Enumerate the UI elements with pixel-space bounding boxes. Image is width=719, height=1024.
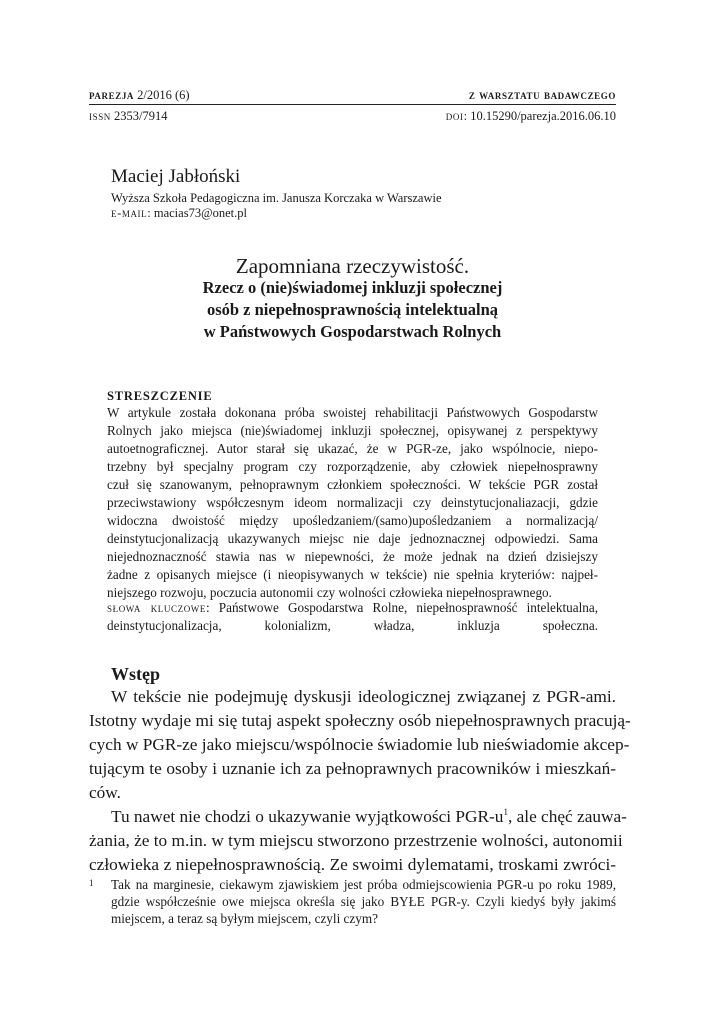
abstract-line: trzebny był specjalny program czy rozporządzenie, aby człowiek niepełnosprawny bbox=[107, 459, 598, 474]
body-line: żania, że to m.in. w tym miejscu stworzono przestrzenie wolności, autonomii bbox=[89, 831, 623, 850]
keywords-text: : Państwowe Gospodarstwa Rolne, niepełnosprawność intelektualna, bbox=[206, 600, 598, 615]
body-text: , ale chęć zauwa- bbox=[507, 807, 627, 826]
footnote-number: 1 bbox=[89, 878, 94, 888]
article-subtitle-line: w Państwowych Gospodarstwach Rolnych bbox=[203, 322, 502, 341]
abstract-line: autoetnograficznej. Autor starał się ukazać, że w PGR-ze, jako wspólnocie, niepo- bbox=[107, 441, 598, 456]
abstract-line: widoczna dwoistość między upośledzaniem/(samo)upośledzaniem a normalizacją/ bbox=[107, 513, 598, 528]
body-line: ców. bbox=[89, 783, 121, 802]
section-label: z warsztatu badawczego bbox=[468, 88, 616, 102]
footnote-ref[interactable]: 1 bbox=[503, 807, 508, 818]
body-line: W tekście nie podejmuję dyskusji ideologicznej związanej z PGR-ami. bbox=[111, 687, 616, 706]
header-rule bbox=[89, 104, 616, 105]
article-subtitle-line: osób z niepełnosprawnością intelektualną bbox=[206, 300, 499, 319]
body-line: Istotny wydaje mi się tutaj aspekt społeczny osób niepełnosprawnych pracują- bbox=[89, 711, 631, 730]
journal-name: parezja bbox=[89, 88, 135, 102]
author-email bbox=[111, 206, 247, 221]
abstract-line: czuł się szanowanym, pełnoprawnym członkiem społeczności. W tekście PGR został bbox=[107, 477, 598, 492]
issn-line bbox=[89, 109, 168, 124]
doi-label: doi bbox=[445, 109, 464, 123]
keywords-label: słowa kluczowe bbox=[107, 600, 206, 615]
abstract-line: deinstytucjonalizacją ukazywanych miejsc nie daje jednoznacznej odpowiedzi. Sama bbox=[107, 531, 598, 546]
footnote-line: miejscem, a teraz są byłym miejscem, czyli czym? bbox=[111, 911, 378, 926]
issn-value: 2353/7914 bbox=[114, 109, 168, 123]
body-line: człowieka z niepełnosprawnością. Ze swoimi dylematami, troskami zwróci- bbox=[89, 855, 616, 874]
abstract-line: Rolnych jako miejsca (nie)świadomej inkluzji społecznej, opisywanej z perspektywy bbox=[107, 423, 598, 438]
doi-line bbox=[446, 109, 616, 124]
body-line: tującym te osoby i uznanie ich za pełnoprawnych pracowników i mieszkań- bbox=[89, 759, 616, 778]
footnote-line: gdzie współcześnie owe miejsca określa się jako BYŁE PGR-y. Czyli kiedyś były jakimś bbox=[111, 894, 616, 909]
author-name: Maciej Jabłoński bbox=[111, 166, 241, 187]
email-value: : macias73@onet.pl bbox=[147, 206, 247, 220]
abstract-line: żadne z opisanych miejsce (i nieopisywanych w tekście) nie spełnia kryteriów: najpeł- bbox=[107, 567, 598, 582]
running-header-left bbox=[89, 88, 190, 103]
abstract-line: przeciwstawiony współczesnym ideom normalizacji czy deinstytucjonaliazacji, gdzie bbox=[107, 495, 598, 510]
author-affiliation: Wyższa Szkoła Pedagogiczna im. Janusza Korczaka w Warszawie bbox=[111, 191, 442, 205]
abstract-line: niejszego rozwoju, poczucia autonomii czy wolności człowieka niepełnosprawnego. bbox=[107, 585, 552, 600]
body-line: cych w PGR-ze jako miejscu/wspólnocie świadomie lub nieświadomie akcep- bbox=[89, 735, 630, 754]
doi-value: : 10.15290/parezja.2016.06.10 bbox=[463, 109, 616, 123]
abstract-line: niejednoznaczność stawia nas w niepewności, że może jednak na dzień dzisiejszy bbox=[107, 549, 598, 564]
article-title: Zapomniana rzeczywistość. bbox=[235, 254, 470, 278]
keywords-line bbox=[107, 599, 598, 617]
keywords-line: deinstytucjonalizacja, kolonializm, władza, inkluzja społeczna. bbox=[107, 618, 598, 633]
body-text: Tu nawet nie chodzi o ukazywanie wyjątkowości PGR-u bbox=[111, 807, 504, 826]
journal-issue: 2/2016 (6) bbox=[137, 88, 190, 102]
abstract-line: W artykule została dokonana próba swoistej rehabilitacji Państwowych Gospodarstw bbox=[107, 405, 598, 420]
footnote-line: Tak na marginesie, ciekawym zjawiskiem jest próba odmiejscowienia PGR-u po roku 1989, bbox=[111, 877, 616, 892]
article-subtitle-line: Rzecz o (nie)świadomej inkluzji społecznej bbox=[202, 278, 503, 297]
abstract-heading: STRESZCZENIE bbox=[107, 389, 213, 403]
body-line bbox=[111, 807, 627, 827]
issn-label: issn bbox=[89, 109, 111, 123]
section-heading: Wstęp bbox=[111, 664, 160, 684]
email-label: e-mail bbox=[111, 206, 148, 220]
